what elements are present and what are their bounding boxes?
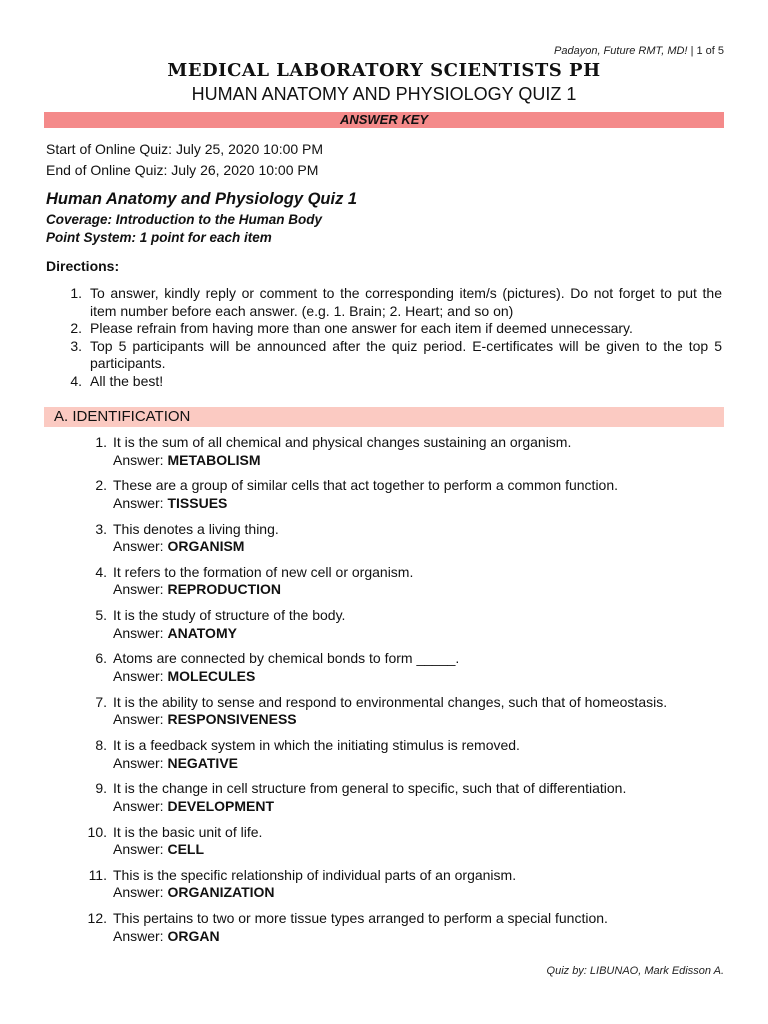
question-item	[70, 824, 720, 867]
direction-text: Top 5 participants will be announced after the quiz period. E-certificates will be given to the top 5 participants.	[90, 337, 722, 371]
directions-label: Directions:	[46, 258, 120, 274]
question-text: These are a group of similar cells that act together to perform a common function.	[113, 477, 619, 494]
question-text: It refers to the formation of new cell or organism.	[113, 563, 414, 580]
question-body	[113, 477, 720, 520]
question-body	[113, 607, 720, 650]
question-body	[113, 650, 720, 693]
question-body	[113, 867, 720, 910]
answer-prefix: Answer:	[113, 667, 168, 684]
direction-item	[46, 285, 722, 320]
answer-prefix: Answer:	[113, 494, 168, 511]
question-number: 6.	[95, 650, 107, 667]
question-text: It is the study of structure of the body.	[113, 607, 346, 624]
question-list	[70, 434, 720, 954]
question-item	[70, 910, 720, 953]
answer-prefix: Answer:	[113, 884, 168, 901]
answer-prefix: Answer:	[113, 754, 168, 771]
footer-credit: Quiz by: LIBUNAO, Mark Edisson A.	[546, 965, 724, 977]
page-indicator: | 1 of 5	[690, 45, 724, 57]
answer-line	[113, 581, 720, 599]
org-title: MEDICAL LABORATORY SCIENTISTS PH	[167, 60, 601, 81]
answer-prefix: Answer:	[113, 581, 168, 598]
question-body	[113, 737, 720, 780]
question-number: 7.	[95, 693, 107, 710]
direction-text: To answer, kindly reply or comment to the corresponding item/s (pictures). Do not forget to put the item number before each answer. (e.g. 1. Brain; 2. Heart; and so on)	[90, 285, 722, 319]
question-text: It is a feedback system in which the initiating stimulus is removed.	[113, 737, 520, 754]
question-body	[113, 780, 720, 823]
header-note	[554, 45, 724, 57]
quiz-meta	[46, 211, 322, 247]
answer-value: RESPONSIVENESS	[167, 711, 297, 728]
question-item	[70, 607, 720, 650]
question-number: 9.	[95, 780, 107, 797]
question-body	[113, 564, 720, 607]
main-title: Human Anatomy and Physiology Quiz 1	[46, 190, 358, 208]
quiz-end: End of Online Quiz: July 26, 2020 10:00 PM	[46, 162, 319, 178]
question-body	[113, 521, 720, 564]
answer-line	[113, 625, 720, 643]
answer-value: ORGANIZATION	[167, 884, 275, 901]
direction-text: All the best!	[90, 372, 164, 389]
point-system-line: Point System: 1 point for each item	[46, 230, 272, 245]
question-number: 8.	[95, 737, 107, 754]
answer-line	[113, 668, 720, 686]
answer-value: CELL	[167, 841, 205, 858]
answer-value: ANATOMY	[167, 624, 237, 641]
answer-prefix: Answer:	[113, 841, 168, 858]
coverage-line: Coverage: Introduction to the Human Body	[46, 212, 323, 227]
header-tagline: Padayon, Future RMT, MD!	[554, 45, 688, 57]
quiz-schedule	[46, 139, 323, 181]
question-text: This pertains to two or more tissue types arranged to perform a special function.	[113, 910, 608, 927]
answer-prefix: Answer:	[113, 624, 168, 641]
direction-number: 2.	[70, 320, 82, 336]
direction-item	[46, 338, 722, 373]
question-item	[70, 867, 720, 910]
question-text: It is the change in cell structure from general to specific, such that of differentiation.	[113, 780, 627, 797]
quiz-start: Start of Online Quiz: July 25, 2020 10:00 PM	[46, 141, 324, 157]
answer-value: TISSUES	[167, 494, 228, 511]
answer-value: ORGAN	[167, 927, 220, 944]
direction-item	[46, 373, 722, 391]
answer-prefix: Answer:	[113, 927, 168, 944]
answer-value: DEVELOPMENT	[167, 797, 275, 814]
answer-value: NEGATIVE	[167, 754, 238, 771]
answer-line	[113, 798, 720, 816]
question-item	[70, 737, 720, 780]
question-item	[70, 780, 720, 823]
answer-line	[113, 495, 720, 513]
answer-prefix: Answer:	[113, 797, 168, 814]
quiz-title: HUMAN ANATOMY AND PHYSIOLOGY QUIZ 1	[191, 84, 577, 104]
direction-number: 1.	[70, 285, 82, 301]
answer-value: METABOLISM	[167, 451, 261, 468]
direction-text: Please refrain from having more than one answer for each item if deemed unnecessary.	[90, 320, 633, 336]
question-number: 12.	[87, 910, 107, 927]
answer-line	[113, 452, 720, 470]
answer-key-banner: ANSWER KEY	[44, 112, 724, 128]
answer-line	[113, 841, 720, 859]
question-number: 5.	[95, 607, 107, 624]
direction-item	[46, 320, 722, 338]
question-item	[70, 650, 720, 693]
question-item	[70, 521, 720, 564]
question-item	[70, 434, 720, 477]
question-body	[113, 824, 720, 867]
answer-value: REPRODUCTION	[167, 581, 282, 598]
question-item	[70, 477, 720, 520]
answer-line	[113, 884, 720, 902]
question-body	[113, 910, 720, 953]
question-text: This is the specific relationship of individual parts of an organism.	[113, 866, 517, 883]
question-number: 10.	[87, 823, 107, 840]
answer-line	[113, 928, 720, 946]
question-text: It is the sum of all chemical and physical changes sustaining an organism.	[113, 434, 572, 450]
direction-number: 4.	[70, 372, 82, 389]
question-number: 11.	[88, 866, 107, 883]
answer-prefix: Answer:	[113, 451, 168, 468]
question-number: 3.	[95, 520, 107, 537]
question-number: 1.	[95, 434, 107, 450]
section-heading: A. IDENTIFICATION	[44, 407, 724, 427]
answer-line	[113, 538, 720, 556]
answer-line	[113, 711, 720, 729]
question-text: Atoms are connected by chemical bonds to form _____.	[113, 650, 460, 667]
answer-value: ORGANISM	[167, 538, 245, 555]
answer-line	[113, 755, 720, 773]
question-body	[113, 694, 720, 737]
question-body	[113, 434, 720, 477]
question-text: This denotes a living thing.	[113, 520, 279, 537]
question-item	[70, 564, 720, 607]
answer-value: MOLECULES	[167, 667, 256, 684]
question-number: 2.	[95, 477, 107, 494]
directions-list	[46, 285, 722, 390]
question-item	[70, 694, 720, 737]
answer-prefix: Answer:	[113, 711, 168, 728]
direction-number: 3.	[70, 337, 82, 354]
question-text: It is the ability to sense and respond to environmental changes, such that of homeostasis.	[113, 693, 668, 710]
question-text: It is the basic unit of life.	[113, 823, 263, 840]
answer-prefix: Answer:	[113, 538, 168, 555]
question-number: 4.	[95, 563, 107, 580]
